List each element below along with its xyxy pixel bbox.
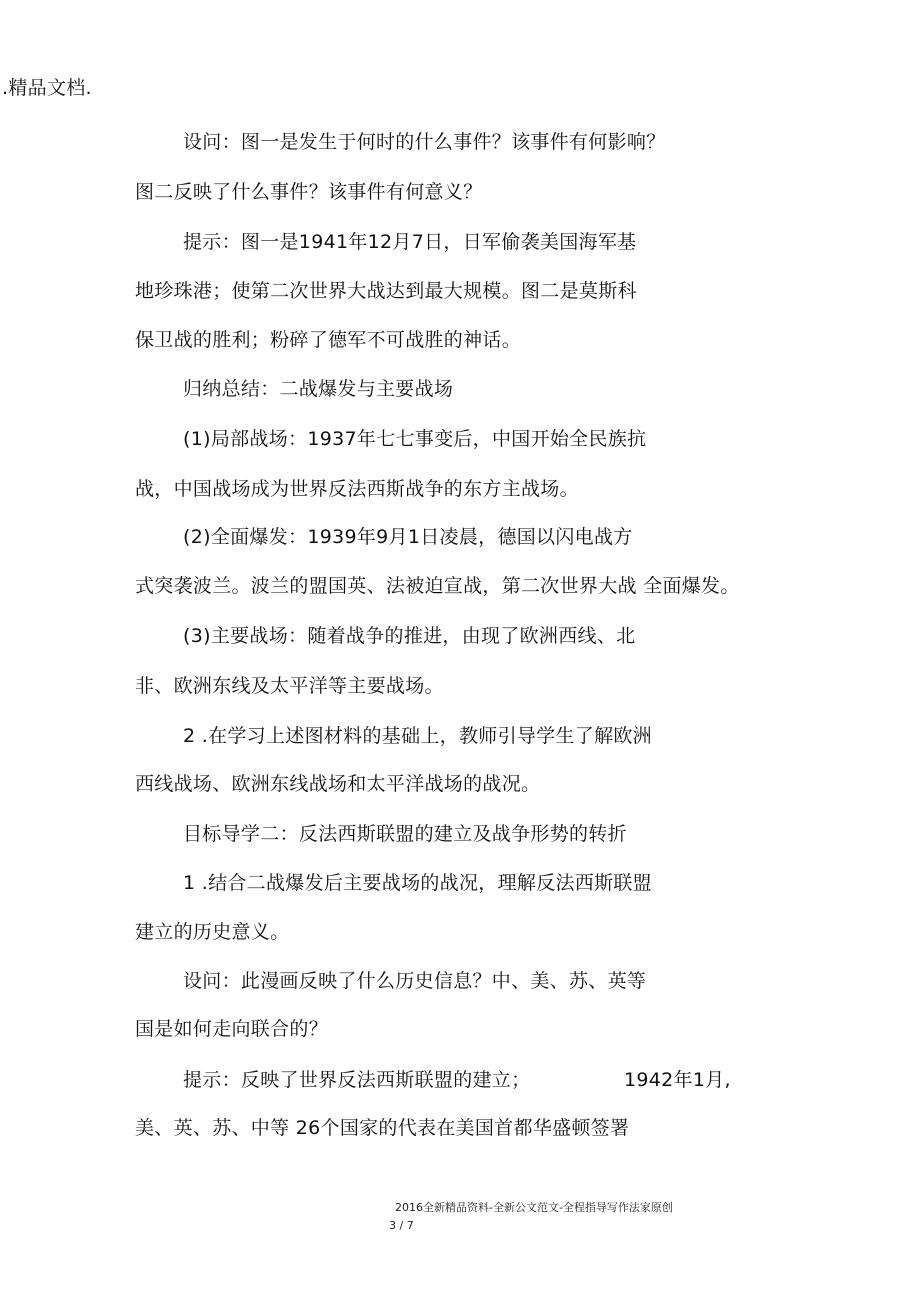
paragraph-line: 提示：图一是1941年12月7日，日军偷袭美国海军基 — [183, 231, 637, 253]
paragraph-line: 美、英、苏、中等 26个国家的代表在美国首都华盛顿签署 — [135, 1117, 630, 1139]
paragraph-line: (3)主要战场：随着战争的推进，由现了欧洲西线、北 — [183, 625, 636, 647]
paragraph-line: 提示：反映了世界反法西斯联盟的建立； — [183, 1069, 531, 1091]
document-header: .精品文档. — [2, 77, 92, 99]
paragraph-line: 归纳总结：二战爆发与主要战场 — [183, 378, 454, 400]
paragraph-line: 保卫战的胜利；粉碎了德军不可战胜的神话。 — [135, 329, 522, 351]
paragraph-line: 1 .结合二战爆发后主要战场的战况，理解反法西斯联盟 — [183, 872, 652, 894]
paragraph-line: 国是如何走向联合的？ — [135, 1018, 329, 1040]
paragraph-line: 西线战场、欧洲东线战场和太平洋战场的战况。 — [135, 773, 541, 795]
paragraph-line: (2)全面爆发：1939年9月1日凌晨，德国以闪电战方 — [183, 526, 633, 548]
paragraph-line-date: 1942年1月, — [624, 1069, 731, 1091]
paragraph-line: 2 .在学习上述图材料的基础上，教师引导学生了解欧洲 — [183, 725, 652, 747]
paragraph-line: 战，中国战场成为世界反法西斯战争的东方主战场。 — [135, 478, 579, 500]
paragraph-line: (1)局部战场：1937年七七事变后，中国开始全民族抗 — [183, 428, 647, 450]
paragraph-line: 建立的历史意义。 — [135, 921, 290, 943]
paragraph-line: 设问：图一是发生于何时的什么事件？该事件有何影响？ — [183, 131, 666, 153]
paragraph-line: 设问：此漫画反映了什么历史信息？中、美、苏、英等 — [183, 970, 647, 992]
paragraph-line: 图二反映了什么事件？该事件有何意义？ — [135, 181, 483, 203]
paragraph-line: 非、欧洲东线及太平洋等主要战场。 — [135, 675, 444, 697]
paragraph-line: 式突袭波兰。波兰的盟国英、法被迫宣战，第二次世界大战 全面爆发。 — [135, 575, 740, 597]
paragraph-line: 地珍珠港；使第二次世界大战达到最大规模。图二是莫斯科 — [135, 280, 637, 302]
page-number: 3 / 7 — [389, 1219, 414, 1232]
section-heading: 目标导学二：反法西斯联盟的建立及战争形势的转折 — [183, 823, 627, 845]
footer-source: 2016全新精品资料-全新公文范文-全程指导写作法家原创 — [395, 1201, 673, 1214]
